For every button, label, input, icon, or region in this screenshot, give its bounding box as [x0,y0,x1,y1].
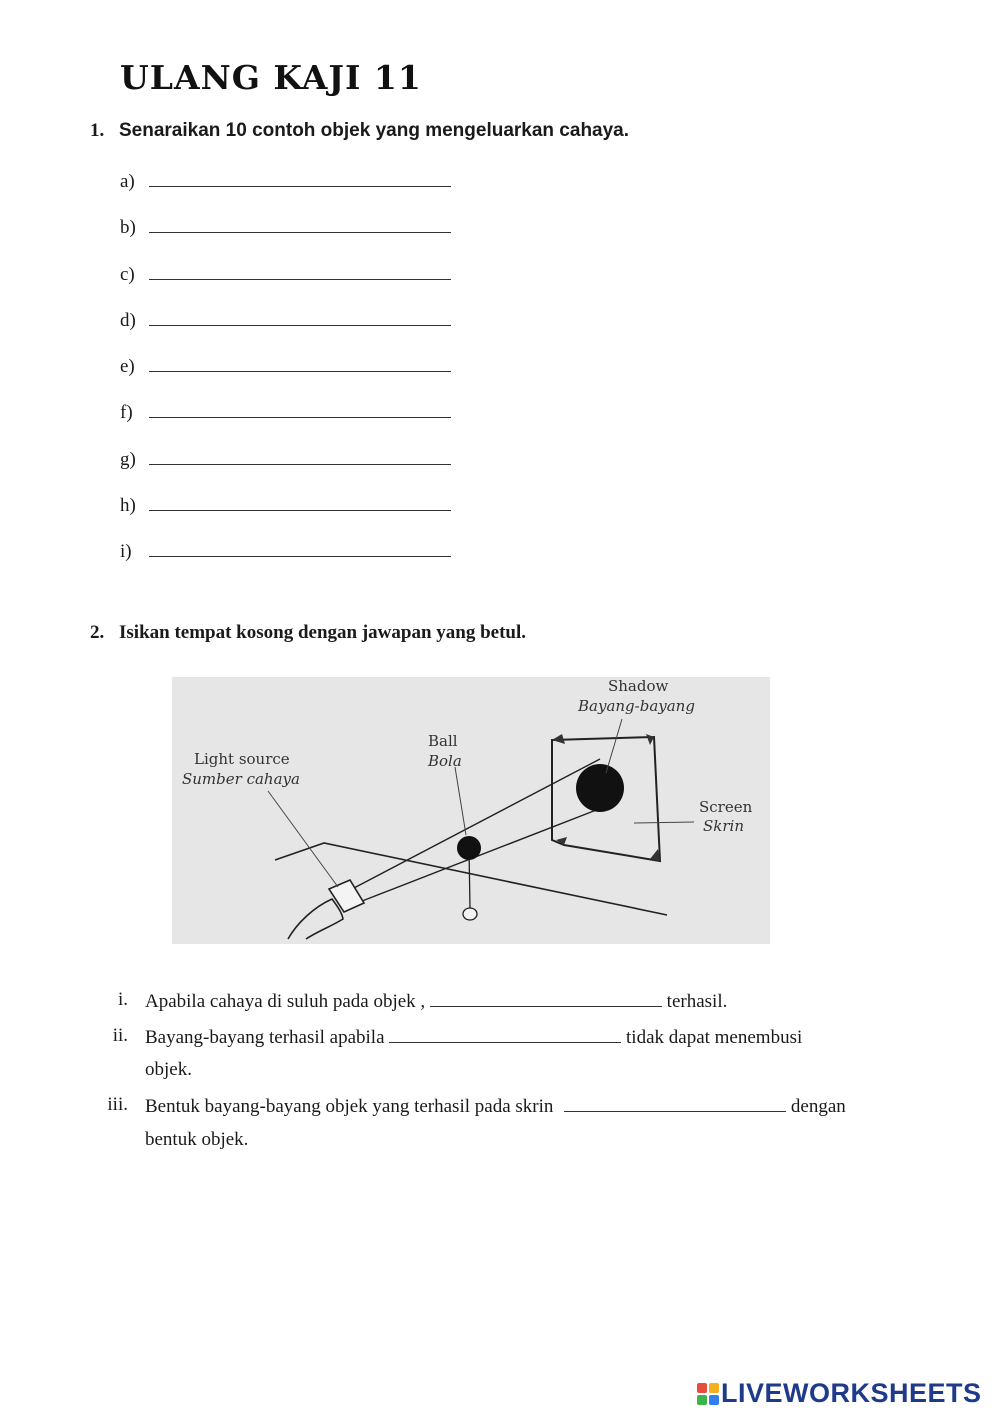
list-item [120,538,451,562]
label-ball: Ball [428,732,458,750]
sub-question-number: i. [117,989,128,1010]
sub-question-text: Bayang-bayang terhasil apabila [145,1027,385,1048]
label-screen-ms: Skrin [703,817,744,835]
list-item-letter: a) [120,171,135,192]
sub-question-i [117,988,728,1014]
answer-blank-iii-sub[interactable] [564,1093,786,1112]
question-2-number: 2. [90,622,105,643]
answer-blank-i-sub[interactable] [430,988,662,1007]
sub-question-number: ii. [112,1025,128,1046]
shadow-diagram-svg [172,677,770,944]
logo-square [709,1395,719,1405]
leader-line [634,822,694,823]
sub-question-text: Apabila cahaya di suluh pada objek , [145,991,426,1012]
question-1-text: Senaraikan 10 contoh objek yang mengeluarkan cahaya. [119,120,630,141]
list-item-letter: d) [120,310,136,331]
screen-corner [650,849,660,861]
sub-question-iii-cont [145,1128,248,1152]
label-shadow-ms: Bayang-bayang [578,697,695,715]
answer-blank-d[interactable] [149,307,451,326]
sub-question-ii-cont [145,1058,192,1082]
list-item [120,261,451,285]
label-ball-ms: Bola [428,752,462,770]
answer-blank-h[interactable] [149,492,451,511]
logo-square [697,1383,707,1393]
logo-square [709,1383,719,1393]
list-item-letter: c) [120,264,135,285]
label-shadow: Shadow [608,677,669,695]
list-item-letter: i) [120,541,132,562]
shadow-diagram [172,677,770,944]
logo-text: LIVEWORKSHEETS [721,1378,982,1408]
question-2-heading [90,622,526,644]
sub-question-iii [107,1093,846,1119]
list-item-letter: h) [120,495,136,516]
sub-question-text: Bentuk bayang-bayang objek yang terhasil pada skrin [145,1096,554,1117]
answer-blank-e[interactable] [149,353,451,372]
list-item [120,214,451,238]
list-item [120,399,451,423]
sub-question-text: terhasil. [666,991,728,1012]
leader-line [268,791,338,887]
ball-stand-base [463,908,477,920]
list-item [120,307,451,331]
label-light-source: Light source [194,750,290,768]
light-ray [352,759,600,889]
sub-question-text: tidak dapat menembusi [626,1027,803,1048]
list-item [120,492,451,516]
leader-line [606,719,622,773]
sub-question-ii [112,1024,803,1050]
answer-blank-a[interactable] [149,168,451,187]
logo-icon [697,1383,719,1405]
sub-question-number: iii. [107,1094,128,1115]
list-item [120,168,451,192]
list-item-letter: f) [120,402,133,423]
label-screen: Screen [699,798,753,816]
answer-blank-c[interactable] [149,261,451,280]
question-1-heading [90,120,629,142]
list-item-letter: b) [120,217,136,238]
answer-blank-i[interactable] [149,538,451,557]
screen-corner [646,734,654,745]
worksheet-title: ULANG KAJI 11 [120,58,422,97]
hand [288,899,343,939]
sub-question-text: bentuk objek. [145,1129,249,1150]
ball [457,836,481,860]
answer-blank-b[interactable] [149,214,451,233]
screen-corner [552,734,565,744]
leader-line [455,767,466,835]
answer-blank-g[interactable] [149,446,451,465]
logo-square [697,1395,707,1405]
list-item [120,446,451,470]
list-item-letter: g) [120,449,136,470]
list-item [120,353,451,377]
question-2-text: Isikan tempat kosong dengan jawapan yang betul. [119,622,527,643]
question-1-number: 1. [90,120,105,141]
list-item-letter: e) [120,356,135,377]
shadow-circle [576,764,624,812]
answer-blank-ii-sub[interactable] [389,1024,621,1043]
label-light-source-ms: Sumber cahaya [182,770,300,788]
liveworksheets-logo[interactable] [697,1378,982,1409]
answer-blank-f[interactable] [149,399,451,418]
sub-question-text: objek. [145,1059,192,1080]
sub-question-text: dengan [790,1096,846,1117]
